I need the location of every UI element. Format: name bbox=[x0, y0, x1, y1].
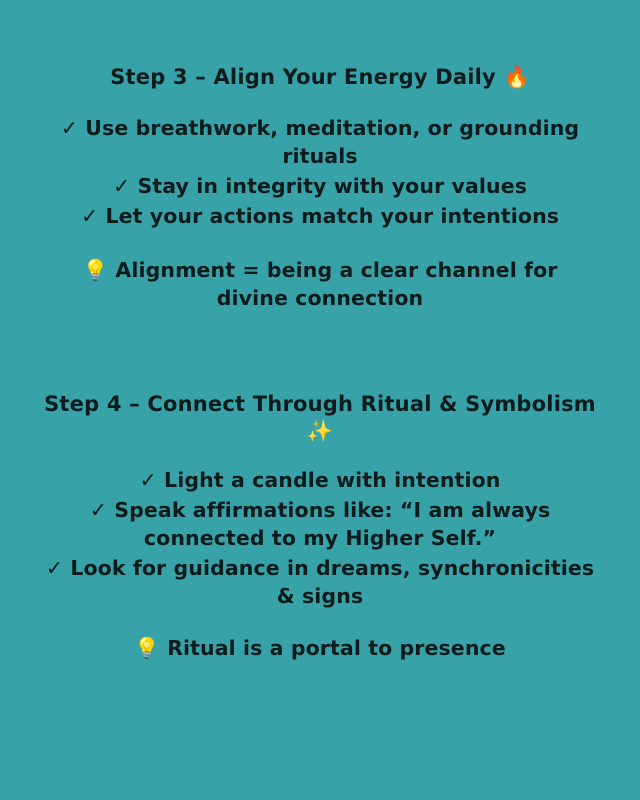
bullet-item: ✓ Look for guidance in dreams, synchronicities & signs bbox=[45, 555, 595, 608]
section-divider-space bbox=[34, 313, 606, 391]
section-title: Step 3 – Align Your Energy Daily 🔥 bbox=[110, 65, 530, 89]
section-step-3 bbox=[34, 64, 606, 313]
insight-note-text: 💡 Alignment = being a clear channel for divine connection bbox=[82, 257, 558, 310]
bullet-item: ✓ Light a candle with intention bbox=[139, 468, 501, 493]
bullet-item: ✓ Use breathwork, meditation, or grounding rituals bbox=[60, 116, 580, 169]
bullet-item: ✓ Speak affirmations like: “I am always connected to my Higher Self.” bbox=[89, 498, 551, 550]
section-step-4 bbox=[34, 391, 606, 663]
insight-note-text: 💡 Ritual is a portal to presence bbox=[134, 635, 506, 660]
bullet-list bbox=[34, 115, 606, 231]
section-title: Step 4 – Connect Through Ritual & Symbolism ✨ bbox=[44, 391, 596, 443]
bullet-item: ✓ Let your actions match your intentions bbox=[80, 203, 560, 228]
insight-note bbox=[34, 635, 606, 663]
bullet-item: ✓ Stay in integrity with your values bbox=[112, 174, 528, 199]
bullet-list bbox=[34, 467, 606, 610]
insight-note bbox=[34, 257, 606, 313]
